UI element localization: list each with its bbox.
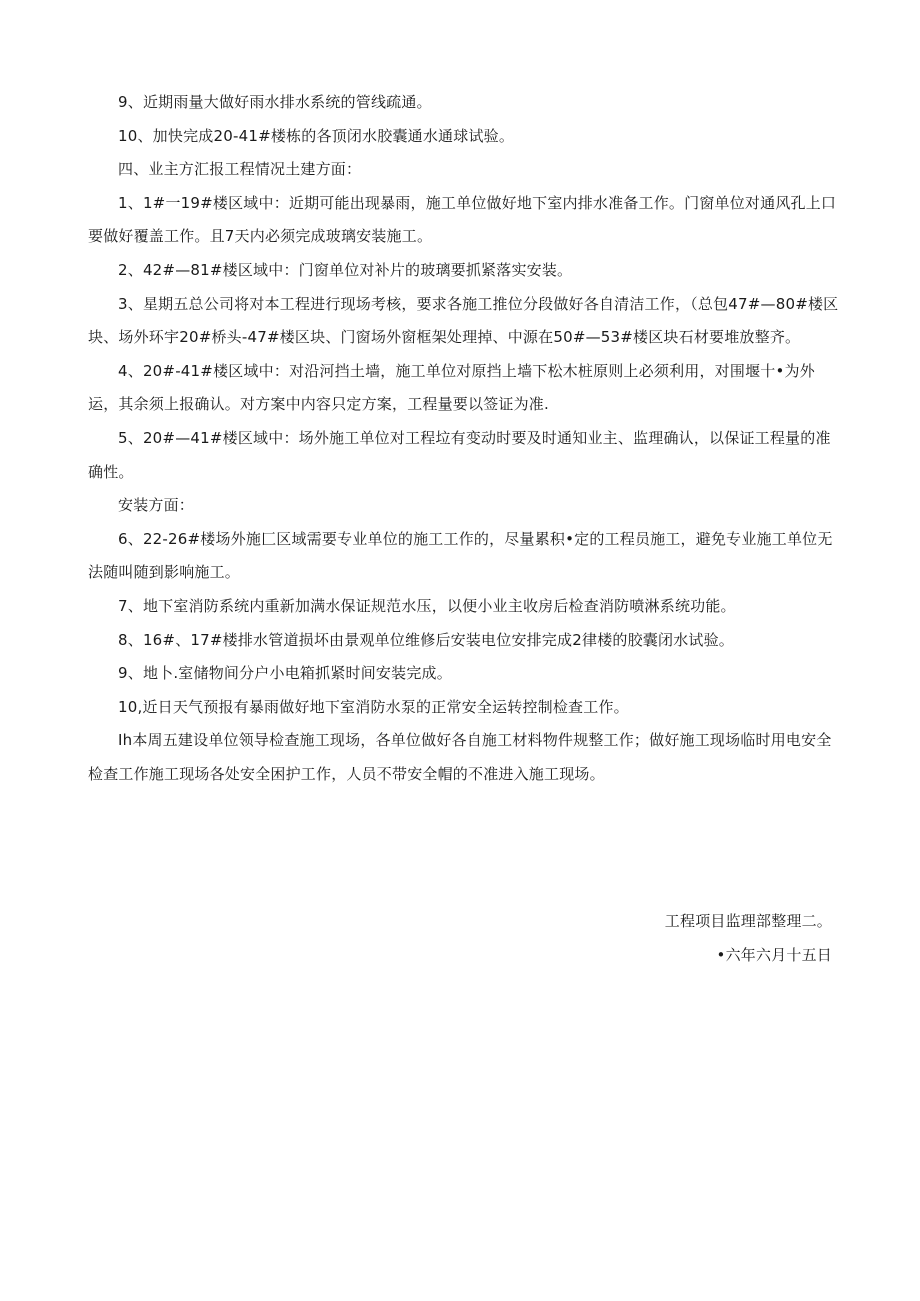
section-heading-owner-report: 四、业主方汇报工程情况土建方面： xyxy=(118,160,362,179)
document-body xyxy=(88,86,840,791)
item-8-drain-repair: 8、16#、17#楼排水管道损坏由景观单位维修后安装电位安排完成2律楼的胶囊闭水试验。 xyxy=(118,630,735,649)
item-7-fire-system: 7、地下室消防系统内重新加满水保证规范水压，以便小业主收房后检查消防喷淋系统功能。 xyxy=(118,596,736,615)
item-5-change-notice: 5、20#—41#楼区域中：场外施工单位对工程垃有变动时要及时通知业主、监理确认，以保证工程量的准确性。 xyxy=(88,428,831,481)
item-9-rain-drainage: 9、近期雨量大做好雨水排水系统的管线疏通。 xyxy=(118,93,432,111)
signature-block xyxy=(665,905,832,972)
item-11-leader-inspection: Ih本周五建设单位领导检查施工现场，各单位做好各自施工材料物件规整工作；做好施工现场临时用电安全检查工作施工现场各处安全困护工作，人员不带安全帽的不准进入施工现场。 xyxy=(88,731,832,783)
item-10-fire-pump: 10,近日天气预报有暴雨做好地下室消防水泵的正常安全运转控制检查工作。 xyxy=(118,697,629,716)
section-heading-installation: 安装方面： xyxy=(118,496,195,515)
item-10-capsule-test: 10、加快完成20-41#楼栋的各顶闭水胶囊通水通球试验。 xyxy=(118,126,515,145)
item-4-retaining-wall: 4、20#-41#楼区域中：对沿河挡土墙，施工单位对原挡上墙下松木桩原则上必须利用，对围堰十•为外运，其余须上报确认。对方案中内容只定方案，工程量要以签证为准. xyxy=(88,361,815,414)
item-6-specialist-work: 6、22-26#楼场外施匚区域需要专业单位的施工工作的，尽量累积•定的工程员施工，避免专业施工单位无法随叫随到影响施工。 xyxy=(88,529,833,582)
signature-date: •六年六月十五日 xyxy=(716,945,832,964)
item-3-site-inspection: 3、星期五总公司将对本工程进行现场考核，要求各施工推位分段做好各自清洁工作，（总包47#—80#楼区块、场外环宇20#桥头-47#楼区块、门窗场外窗框架处理掉、中源在50#—53#楼区块石材要堆放整齐。 xyxy=(88,294,839,347)
signature-org: 工程项目监理部整理二。 xyxy=(664,912,832,930)
item-9-storage-boxes: 9、地卜.室储物间分户小电箱抓紧时间安装完成。 xyxy=(118,664,452,683)
item-1-storm-prep: 1、1#一19#楼区域中：近期可能出现暴雨，施工单位做好地下室内排水准备工作。门窗单位对通风孔上口要做好覆盖工作。且7天内必须完成玻璃安装施工。 xyxy=(88,193,837,246)
item-2-glass-install: 2、42#—81#楼区域中：门窗单位对补片的玻璃要抓紧落实安装。 xyxy=(118,260,573,279)
